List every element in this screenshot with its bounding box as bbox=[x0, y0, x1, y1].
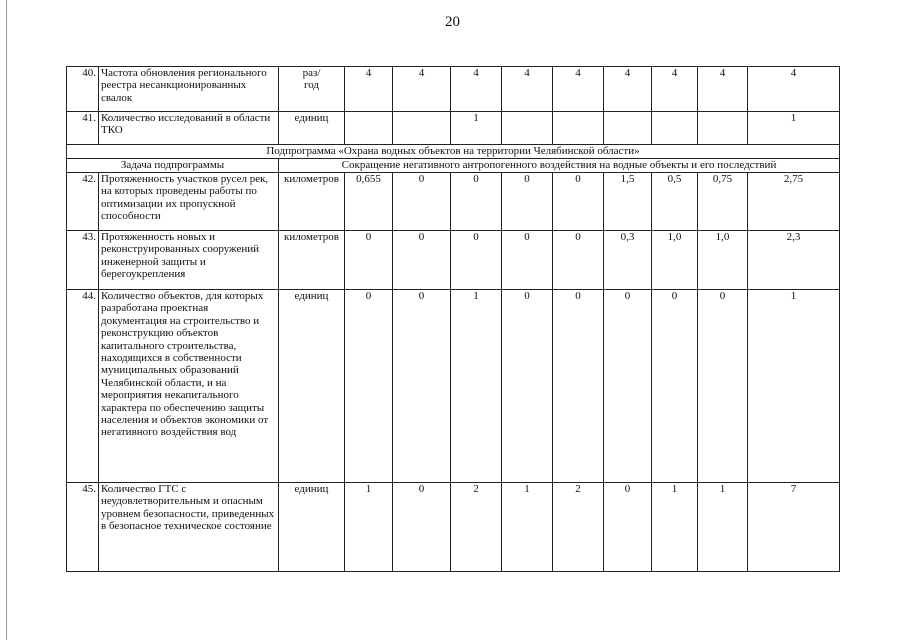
row-number: 41. bbox=[67, 112, 99, 145]
value-cell: 0 bbox=[553, 290, 604, 483]
total-cell: 4 bbox=[748, 67, 840, 112]
value-cell bbox=[652, 112, 698, 145]
unit-cell: единиц bbox=[279, 290, 345, 483]
value-cell: 2 bbox=[553, 483, 604, 572]
total-cell: 2,75 bbox=[748, 173, 840, 231]
indicators-table bbox=[66, 66, 840, 572]
indicator-name: Протяженность участков русел рек, на которых проведены работы по оптимизации их пропускной способности bbox=[99, 173, 279, 231]
value-cell: 2 bbox=[451, 483, 502, 572]
value-cell: 1,0 bbox=[652, 231, 698, 290]
value-cell: 0 bbox=[604, 290, 652, 483]
value-cell: 0 bbox=[698, 290, 748, 483]
value-cell: 0 bbox=[451, 173, 502, 231]
value-cell bbox=[345, 112, 393, 145]
value-cell: 4 bbox=[652, 67, 698, 112]
value-cell: 1 bbox=[502, 483, 553, 572]
value-cell: 4 bbox=[393, 67, 451, 112]
value-cell: 0 bbox=[393, 231, 451, 290]
task-text: Сокращение негативного антропогенного воздействия на водные объекты и его последствий bbox=[279, 159, 840, 173]
table-row bbox=[67, 290, 840, 483]
value-cell: 0 bbox=[553, 231, 604, 290]
table-row bbox=[67, 483, 840, 572]
value-cell: 0 bbox=[502, 231, 553, 290]
value-cell: 0 bbox=[393, 173, 451, 231]
value-cell: 0 bbox=[451, 231, 502, 290]
value-cell: 0,5 bbox=[652, 173, 698, 231]
row-number: 44. bbox=[67, 290, 99, 483]
total-cell: 1 bbox=[748, 290, 840, 483]
value-cell: 1 bbox=[451, 290, 502, 483]
value-cell: 0 bbox=[652, 290, 698, 483]
table-row bbox=[67, 67, 840, 112]
value-cell: 1 bbox=[345, 483, 393, 572]
value-cell bbox=[698, 112, 748, 145]
unit-cell: единиц bbox=[279, 112, 345, 145]
page-edge-line bbox=[6, 0, 7, 640]
indicator-name: Количество объектов, для которых разработана проектная документация на строительство и реконструкцию объектов капитального строительства, находящихся в собственности муниципальных образований Челябинской области, и на мероприятия некапитального характера по обеспечению защиты населения и объектов экономики от негативного воздействия вод bbox=[99, 290, 279, 483]
subprogram-title: Подпрограмма «Охрана водных объектов на территории Челябинской области» bbox=[67, 145, 840, 159]
row-number: 42. bbox=[67, 173, 99, 231]
indicator-name: Количество ГТС с неудовлетворительным и опасным уровнем безопасности, приведенных в безопасное техническое состояние bbox=[99, 483, 279, 572]
value-cell: 0,3 bbox=[604, 231, 652, 290]
value-cell: 4 bbox=[553, 67, 604, 112]
value-cell: 0 bbox=[393, 483, 451, 572]
value-cell: 4 bbox=[451, 67, 502, 112]
row-number: 43. bbox=[67, 231, 99, 290]
table-row bbox=[67, 112, 840, 145]
unit-cell: километров bbox=[279, 231, 345, 290]
subprogram-row bbox=[67, 145, 840, 159]
value-cell: 0,655 bbox=[345, 173, 393, 231]
task-row bbox=[67, 159, 840, 173]
value-cell bbox=[393, 112, 451, 145]
value-cell: 1 bbox=[652, 483, 698, 572]
value-cell bbox=[604, 112, 652, 145]
value-cell: 0 bbox=[502, 173, 553, 231]
value-cell: 0 bbox=[345, 231, 393, 290]
value-cell: 4 bbox=[698, 67, 748, 112]
row-number: 45. bbox=[67, 483, 99, 572]
page-number: 20 bbox=[445, 14, 460, 30]
indicator-name: Количество исследований в области ТКО bbox=[99, 112, 279, 145]
value-cell: 0 bbox=[393, 290, 451, 483]
value-cell: 0 bbox=[604, 483, 652, 572]
row-number: 40. bbox=[67, 67, 99, 112]
total-cell: 2,3 bbox=[748, 231, 840, 290]
value-cell: 1,5 bbox=[604, 173, 652, 231]
value-cell bbox=[502, 112, 553, 145]
value-cell: 0 bbox=[502, 290, 553, 483]
task-label: Задача подпрограммы bbox=[67, 159, 279, 173]
value-cell: 0 bbox=[553, 173, 604, 231]
table-row bbox=[67, 231, 840, 290]
value-cell: 4 bbox=[604, 67, 652, 112]
unit-cell: километров bbox=[279, 173, 345, 231]
value-cell: 0,75 bbox=[698, 173, 748, 231]
value-cell: 4 bbox=[502, 67, 553, 112]
table-row bbox=[67, 173, 840, 231]
value-cell: 1 bbox=[698, 483, 748, 572]
value-cell: 1 bbox=[451, 112, 502, 145]
value-cell bbox=[553, 112, 604, 145]
total-cell: 1 bbox=[748, 112, 840, 145]
value-cell: 4 bbox=[345, 67, 393, 112]
unit-cell: раз/ год bbox=[279, 67, 345, 112]
total-cell: 7 bbox=[748, 483, 840, 572]
unit-cell: единиц bbox=[279, 483, 345, 572]
value-cell: 1,0 bbox=[698, 231, 748, 290]
indicator-name: Протяженность новых и реконструированных сооружений инженерной защиты и берегоукрепления bbox=[99, 231, 279, 290]
indicator-name: Частота обновления регионального реестра несанкционированных свалок bbox=[99, 67, 279, 112]
value-cell: 0 bbox=[345, 290, 393, 483]
